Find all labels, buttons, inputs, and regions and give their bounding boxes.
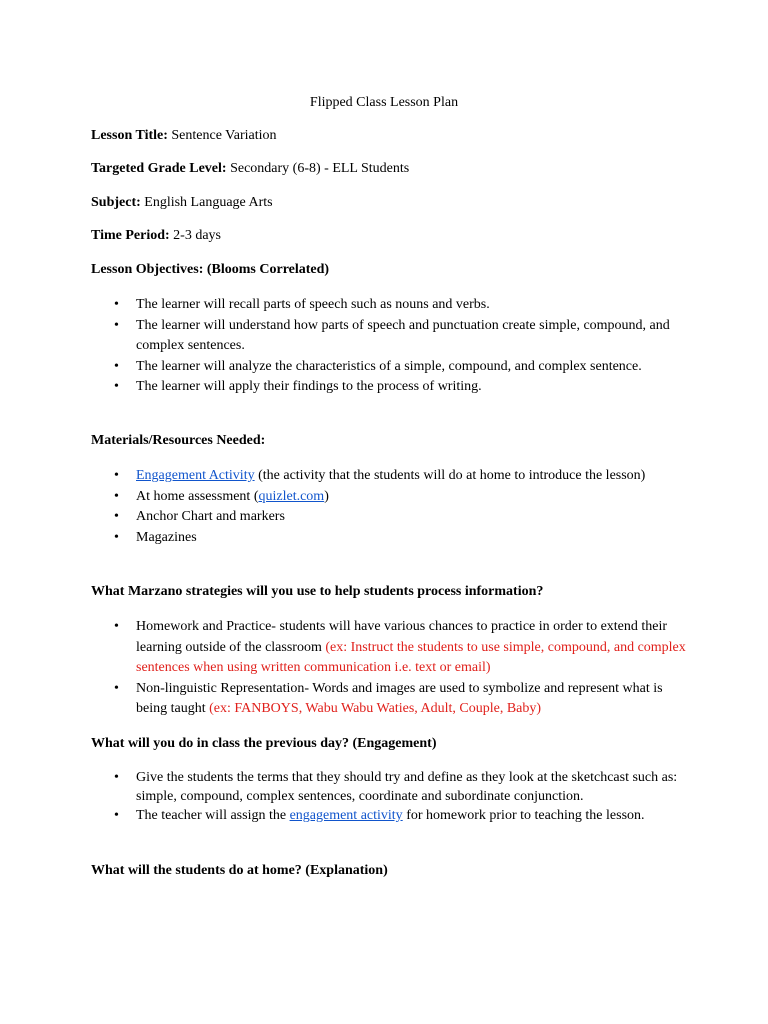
list-item: [0, 768, 686, 806]
at-home-heading: What will the students do at home? (Explanation): [91, 863, 388, 878]
document-title: Flipped Class Lesson Plan: [309, 95, 459, 110]
objective-text: The learner will understand how parts of speech and punctuation create simple, compound, and complex sentences.: [136, 317, 670, 353]
list-item: [0, 617, 686, 679]
time-period-label: Time Period:: [91, 228, 170, 243]
bullet-icon: •: [114, 297, 119, 312]
material-text: (the activity that the students will do at home to introduce the lesson): [254, 468, 646, 483]
material-text: ): [324, 488, 329, 504]
bullet-icon: •: [114, 358, 119, 374]
subject-field: [91, 194, 273, 212]
bullet-icon: •: [114, 317, 119, 333]
lesson-title-label: Lesson Title:: [91, 128, 168, 143]
quizlet-link[interactable]: quizlet.com: [258, 488, 325, 504]
list-item: [0, 377, 686, 398]
materials-list: [0, 466, 768, 548]
strategy-text: Non-linguistic Representation- Words and images are used to symbolize and represent what is being taught: [136, 680, 663, 716]
previous-day-list: [0, 768, 768, 825]
bullet-icon: •: [114, 808, 119, 823]
material-text: Magazines: [136, 529, 197, 545]
grade-level-value: Secondary (6-8) - ELL Students: [230, 161, 410, 176]
strategy-example: (ex: FANBOYS, Wabu Wabu Waties, Adult, Couple, Baby): [209, 701, 542, 716]
objectives-list: [0, 295, 768, 398]
bullet-icon: •: [114, 509, 119, 524]
list-item: [0, 528, 686, 549]
bullet-icon: •: [114, 488, 119, 504]
list-item: [0, 507, 686, 528]
list-item: [0, 487, 686, 508]
bullet-icon: •: [114, 529, 119, 545]
engagement-text: The teacher will assign the: [136, 808, 290, 823]
bullet-icon: •: [114, 619, 119, 634]
previous-day-heading: What will you do in class the previous day? (Engagement): [91, 736, 437, 751]
grade-level-field: [91, 160, 409, 178]
marzano-heading: What Marzano strategies will you use to help students process information?: [91, 584, 544, 599]
time-period-field: [91, 227, 221, 245]
subject-value: English Language Arts: [144, 195, 273, 210]
engagement-activity-link[interactable]: Engagement Activity: [136, 468, 255, 483]
list-item: [0, 357, 686, 378]
list-item: [0, 295, 686, 316]
bullet-icon: •: [114, 770, 119, 785]
lesson-title-value: Sentence Variation: [171, 128, 277, 143]
grade-level-label: Targeted Grade Level:: [91, 161, 227, 176]
bullet-icon: •: [114, 379, 119, 394]
list-item: [0, 679, 686, 720]
list-item: [0, 806, 686, 825]
strategy-text: Homework and Practice- students will have various chances to practice in order to extend their learning outside of the classroom: [136, 619, 668, 655]
engagement-text: for homework prior to teaching the lesson.: [402, 808, 645, 823]
material-text: At home assessment (: [136, 488, 259, 504]
objective-text: The learner will apply their findings to the process of writing.: [136, 379, 482, 394]
strategy-example: (ex: Instruct the students to use simple, compound, and complex sentences when using written communication i.e. text or email): [136, 639, 686, 675]
objective-text: The learner will recall parts of speech such as nouns and verbs.: [136, 297, 490, 312]
objectives-heading: Lesson Objectives: (Blooms Correlated): [91, 262, 330, 277]
marzano-list: [0, 617, 768, 720]
bullet-icon: •: [114, 680, 119, 696]
materials-heading: Materials/Resources Needed:: [91, 433, 266, 448]
list-item: [0, 316, 686, 357]
subject-label: Subject:: [91, 195, 141, 210]
objective-text: The learner will analyze the characteristics of a simple, compound, and complex sentence.: [136, 358, 642, 374]
bullet-icon: •: [114, 468, 119, 483]
lesson-title-field: [91, 127, 277, 145]
engagement-activity-link[interactable]: engagement activity: [289, 808, 403, 823]
engagement-text: Give the students the terms that they should try and define as they look at the sketchcast such as: simple, compound, complex sentences, coordinate and subordinate conjunction.: [136, 770, 678, 804]
time-period-value: 2-3 days: [173, 228, 221, 243]
list-item: [0, 466, 686, 487]
material-text: Anchor Chart and markers: [136, 509, 285, 524]
